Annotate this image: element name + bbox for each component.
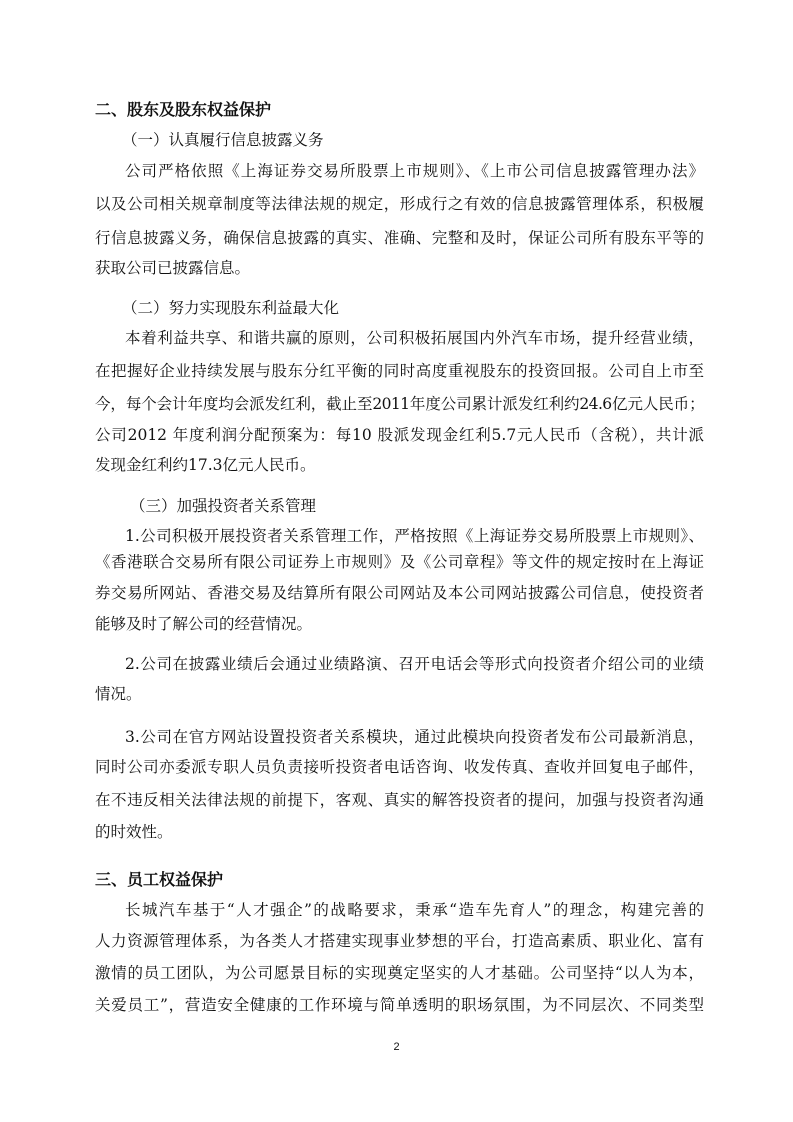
paragraph-line: 行信息披露义务，确保信息披露的真实、准确、完整和及时，保证公司所有股东平等的 <box>95 229 704 247</box>
paragraph-line: 2.公司在披露业绩后会通过业绩路演、召开电话会等形式向投资者介绍公司的业绩 <box>125 655 704 673</box>
paragraph-line: 公司2012 年度利润分配预案为：每10 股派发现金红利5.7元人民币（含税），共计派 <box>95 426 704 444</box>
paragraph-line: 以及公司相关规章制度等法律法规的规定，形成行之有效的信息披露管理体系，积极履 <box>95 195 704 213</box>
paragraph-line: 的时效性。 <box>95 823 173 841</box>
paragraph-line: 人力资源管理体系，为各类人才搭建实现事业梦想的平台，打造高素质、职业化、富有 <box>95 932 704 950</box>
paragraph-line: 券交易所网站、香港交易及结算所有限公司网站及本公司网站披露公司信息，使投资者 <box>95 584 704 602</box>
paragraph-line: 发现金红利约17.3亿元人民币。 <box>95 456 316 474</box>
subheading: （一）认真履行信息披露义务 <box>122 131 324 149</box>
paragraph-line: 公司严格依照《上海证券交易所股票上市规则》、《上市公司信息披露管理办法》 <box>125 162 704 180</box>
paragraph-line: 激情的员工团队，为公司愿景目标的实现奠定坚实的人才基础。公司坚持“以人为本， <box>95 964 704 982</box>
paragraph-line: 情况。 <box>95 685 142 703</box>
page-number: 2 <box>393 1041 400 1053</box>
paragraph-line: 关爱员工”，营造安全健康的工作环境与简单透明的职场氛围，为不同层次、不同类型 <box>95 996 704 1014</box>
paragraph-line: 获取公司已披露信息。 <box>95 259 251 277</box>
paragraph-line: 3.公司在官方网站设置投资者关系模块，通过此模块向投资者发布公司最新消息， <box>125 728 704 746</box>
paragraph-line: 本着利益共享、和谐共赢的原则，公司积极拓展国内外汽车市场，提升经营业绩， <box>125 329 704 347</box>
subheading: （三）加强投资者关系管理 <box>130 497 317 515</box>
paragraph-line: 在不违反相关法律法规的前提下，客观、真实的解答投资者的提问，加强与投资者沟通 <box>95 791 704 809</box>
paragraph-line: 长城汽车基于“人才强企”的战略要求，秉承“造车先育人”的理念，构建完善的 <box>125 901 704 919</box>
paragraph-line: 今，每个会计年度均会派发红利，截止至2011年度公司累计派发红利约24.6亿元人民币； <box>95 395 704 413</box>
section-heading: 二、股东及股东权益保护 <box>95 100 272 119</box>
subheading: （二）努力实现股东利益最大化 <box>122 299 340 317</box>
paragraph-line: 1.公司积极开展投资者关系管理工作，严格按照《上海证券交易所股票上市规则》、 <box>125 527 704 545</box>
section-heading: 三、员工权益保护 <box>95 870 224 889</box>
paragraph-line: 在把握好企业持续发展与股东分红平衡的同时高度重视股东的投资回报。公司自上市至 <box>95 362 704 380</box>
paragraph-line: 《香港联合交易所有限公司证券上市规则》及《公司章程》等文件的规定按时在上海证 <box>95 553 704 571</box>
paragraph-line: 能够及时了解公司的经营情况。 <box>95 615 313 633</box>
paragraph-line: 同时公司亦委派专职人员负责接听投资者电话咨询、收发传真、查收并回复电子邮件， <box>95 758 704 776</box>
